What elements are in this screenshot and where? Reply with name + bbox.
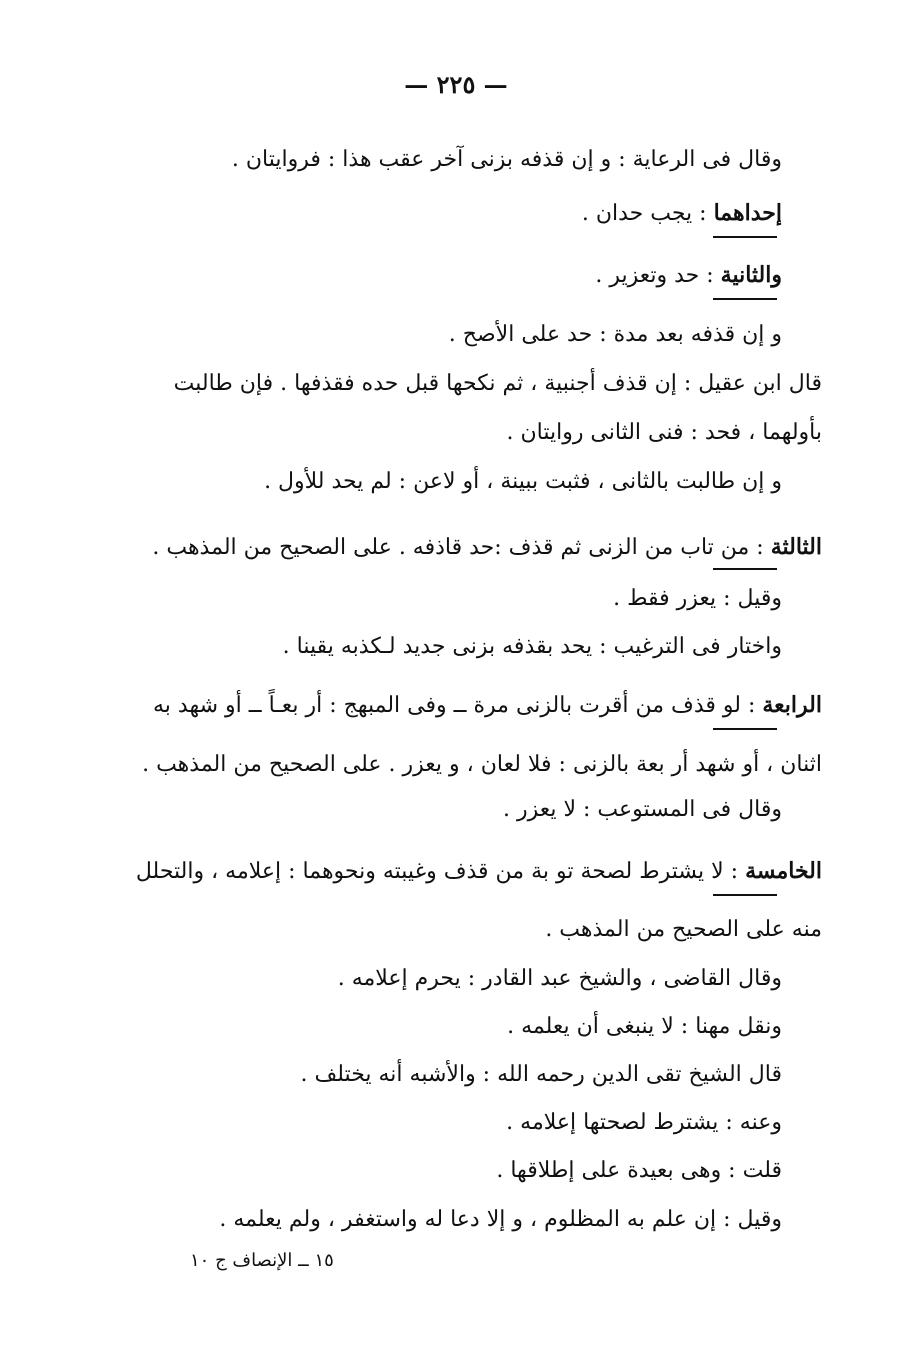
text-line-14-body: : لا يشترط لصحة تو بة من قذف وغيبته ونحوهما : إعلامه ، والتحلل <box>135 859 746 884</box>
text-line-9: وقيل : يعزر فقط . <box>613 586 782 611</box>
heading-underline <box>713 236 777 238</box>
text-line-7: و إن طالبت بالثانى ، فثبت ببينة ، أو لاعن : لم يحد للأول . <box>264 469 782 494</box>
heading-fifth: الخامسة <box>745 858 822 884</box>
text-line-8 <box>152 530 822 565</box>
text-line-15: منه على الصحيح من المذهب . <box>545 917 822 942</box>
heading-third: الثالثة <box>770 534 822 560</box>
heading-underline <box>713 298 777 300</box>
text-line-12: اثنان ، أو شهد أر بعة بالزنى : فلا لعان ، و يعزر . على الصحيح من المذهب . <box>142 752 822 777</box>
text-line-5: قال ابن عقيل : إن قذف أجنبية ، ثم نكحها قبل حده فقذفها . فإن طالبت <box>173 371 822 396</box>
text-line-14 <box>135 854 822 889</box>
heading-first: إحداهما <box>713 200 782 226</box>
heading-second: والثانية <box>720 262 782 288</box>
text-line-16: وقال القاضى ، والشيخ عبد القادر : يحرم إعلامه . <box>337 966 782 991</box>
heading-fourth: الرابعة <box>762 692 822 718</box>
text-line-3 <box>595 258 782 293</box>
text-line-17: ونقل مهنا : لا ينبغى أن يعلمه . <box>507 1014 782 1039</box>
text-line-1: وقال فى الرعاية : و إن قذفه بزنى آخر عقب هذا : فروايتان . <box>231 147 782 172</box>
text-line-8-body: : من تاب من الزنى ثم قذف :حد قاذفه . على الصحيح من المذهب . <box>152 535 771 560</box>
text-line-21: وقيل : إن علم به المظلوم ، و إلا دعا له واستغفر ، ولم يعلمه . <box>219 1207 782 1232</box>
footer-signature: ١٥ ــ الإنصاف ج ١٠ <box>190 1250 334 1271</box>
text-line-11-body: : لو قذف من أقرت بالزنى مرة ــ وفى المبهج : أر بعـاً ــ أو شهد به <box>152 693 763 718</box>
text-line-13: وقال فى المستوعب : لا يعزر . <box>503 797 782 822</box>
text-line-20: قلت : وهى بعيدة على إطلاقها . <box>496 1158 782 1183</box>
text-line-2 <box>582 196 782 231</box>
text-line-2-body: : يجب حدان . <box>581 201 714 226</box>
text-line-4: و إن قذفه بعد مدة : حد على الأصح . <box>448 322 782 347</box>
heading-underline <box>713 894 777 896</box>
text-line-10: واختار فى الترغيب : يحد بقذفه بزنى جديد لـكذبه يقينا . <box>282 634 782 659</box>
heading-underline <box>713 728 777 730</box>
text-line-11 <box>152 688 822 723</box>
text-line-19: وعنه : يشترط لصحتها إعلامه . <box>506 1110 782 1135</box>
text-line-3-body: : حد وتعزير . <box>595 263 721 288</box>
text-line-18: قال الشيخ تقى الدين رحمه الله : والأشبه أنه يختلف . <box>300 1062 782 1087</box>
text-line-6: بأولهما ، فحد : فنى الثانى روايتان . <box>506 420 822 445</box>
heading-underline <box>713 568 777 570</box>
page-number: — ٢٢٥ — <box>404 70 508 99</box>
